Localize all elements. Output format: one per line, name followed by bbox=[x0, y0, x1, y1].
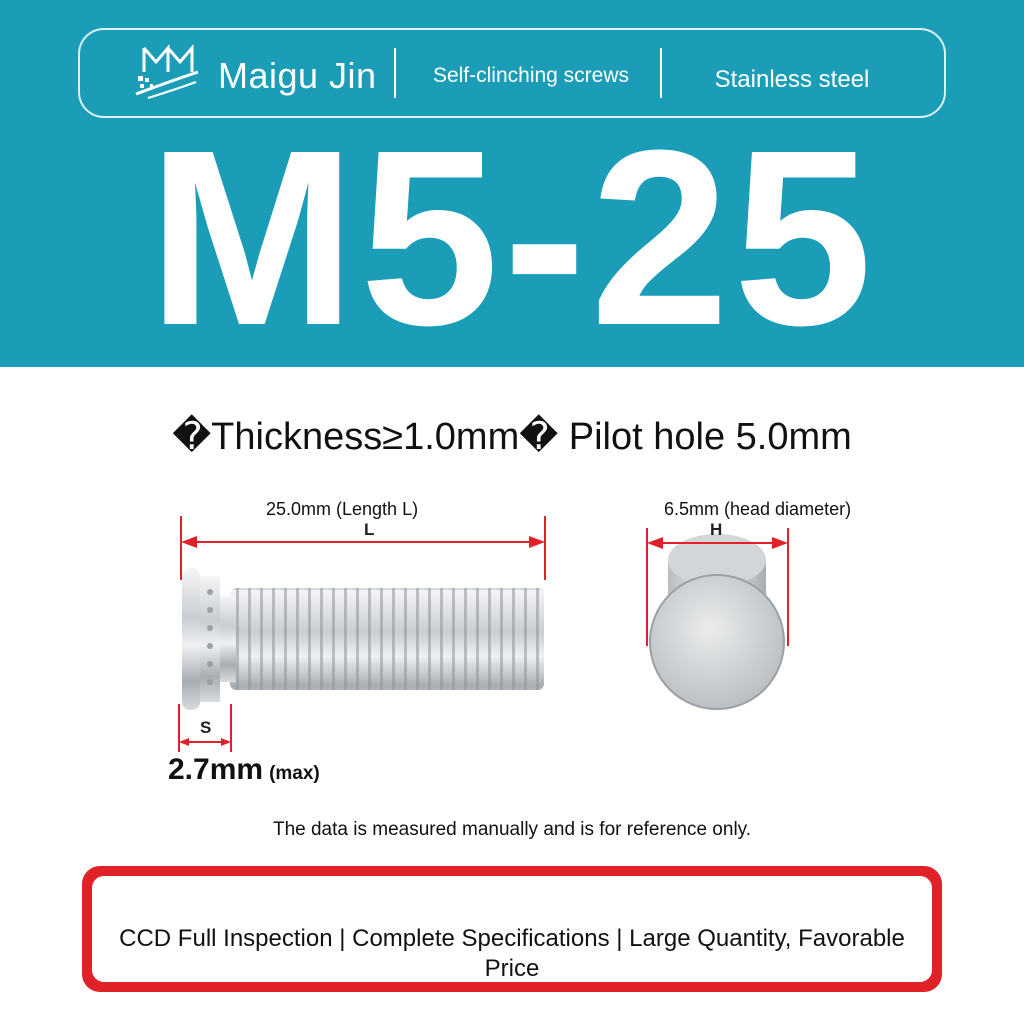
s-value: 2.7mm bbox=[168, 753, 264, 786]
head-diameter-label: 6.5mm (head diameter) bbox=[664, 499, 852, 519]
length-label: 25.0mm (Length L) bbox=[266, 499, 419, 519]
material-label: Stainless steel bbox=[714, 66, 870, 93]
product-type: Self-clinching screws bbox=[432, 64, 630, 87]
header-divider bbox=[660, 48, 662, 98]
s-value-text bbox=[168, 752, 320, 792]
model-title: M5-25 bbox=[147, 98, 877, 377]
feature-banner-text: CCD Full Inspection | Complete Specifications | Large Quantity, Favorable Price bbox=[119, 925, 905, 982]
brand-name: Maigu Jin bbox=[218, 55, 377, 96]
head-letter: H bbox=[710, 520, 723, 539]
header-divider bbox=[394, 48, 396, 98]
s-max-note: (max) bbox=[269, 763, 320, 784]
feature-banner-inner bbox=[92, 876, 932, 982]
s-letter: S bbox=[200, 718, 212, 737]
screw-head-view bbox=[650, 534, 784, 709]
length-letter: L bbox=[364, 520, 375, 539]
feature-banner bbox=[82, 866, 942, 992]
spec-line: �Thickness≥1.0mm� Pilot hole 5.0mm bbox=[172, 416, 852, 458]
screw-side-view bbox=[182, 568, 544, 710]
maigu-jin-logo bbox=[134, 42, 200, 102]
length-dimension bbox=[181, 516, 545, 580]
screw-drawings bbox=[0, 470, 1024, 790]
dimension-diagram bbox=[0, 470, 1024, 790]
reference-note: The data is measured manually and is for reference only. bbox=[272, 819, 752, 840]
